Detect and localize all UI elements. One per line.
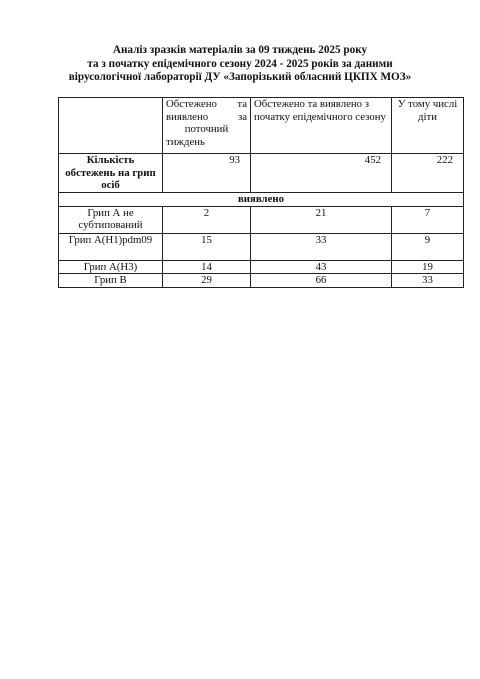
- title-line-1: Аналіз зразків матеріалів за 09 тиждень 2025 року: [112, 44, 368, 56]
- row-season-value: 66: [251, 274, 392, 288]
- header-week-line-4: тиждень: [166, 135, 205, 148]
- header-children-cell: У тому числі діти: [392, 98, 464, 154]
- header-week-word-4: за: [237, 110, 247, 123]
- header-week-cell: [163, 98, 251, 154]
- row-label: Грип А(H1)pdm09: [59, 233, 163, 260]
- header-week-word-2: та: [237, 98, 247, 110]
- header-week-line-2: [166, 111, 247, 124]
- table-row: [59, 274, 464, 288]
- title-line-3: вірусологічної лабораторії ДУ «Запорізький обласний ЦКПХ МОЗ»: [68, 71, 412, 83]
- header-week-line-3: поточний: [184, 123, 229, 136]
- row-week-value: 14: [163, 260, 251, 274]
- section-row: [59, 193, 464, 207]
- row-season-value: 33: [251, 233, 392, 260]
- row-children-value: 7: [392, 206, 464, 233]
- row-season-value: 43: [251, 260, 392, 274]
- row-children-value: 33: [392, 274, 464, 288]
- header-season-cell: Обстежено та виявлено з початку епідемічного сезону: [251, 98, 392, 154]
- total-label: Кількість обстежень на грип осіб: [59, 154, 163, 193]
- total-row: [59, 154, 464, 193]
- section-label: виявлено: [59, 193, 464, 207]
- row-children-value: 9: [392, 233, 464, 260]
- influenza-analysis-table: [58, 97, 464, 288]
- header-week-word-3: виявлено: [166, 110, 209, 123]
- title-line-2: та з початку епідемічного сезону 2024 - 2025 років за даними: [87, 57, 393, 70]
- row-label: Грип А не субтипований: [59, 206, 163, 233]
- document-title: [40, 44, 440, 85]
- total-season-value: 452: [251, 154, 392, 193]
- header-empty-cell: [59, 98, 163, 154]
- table-row: [59, 206, 464, 233]
- table-row: [59, 233, 464, 260]
- row-week-value: 29: [163, 274, 251, 288]
- row-label: Грип В: [59, 274, 163, 288]
- row-week-value: 15: [163, 233, 251, 260]
- table-row: [59, 260, 464, 274]
- row-label: Грип А(H3): [59, 260, 163, 274]
- header-week-line-1: [166, 98, 247, 111]
- row-week-value: 2: [163, 206, 251, 233]
- row-children-value: 19: [392, 260, 464, 274]
- total-children-value: 222: [392, 154, 464, 193]
- total-week-value: 93: [163, 154, 251, 193]
- row-season-value: 21: [251, 206, 392, 233]
- header-week-word-1: Обстежено: [166, 98, 217, 110]
- table-header-row: [59, 98, 464, 154]
